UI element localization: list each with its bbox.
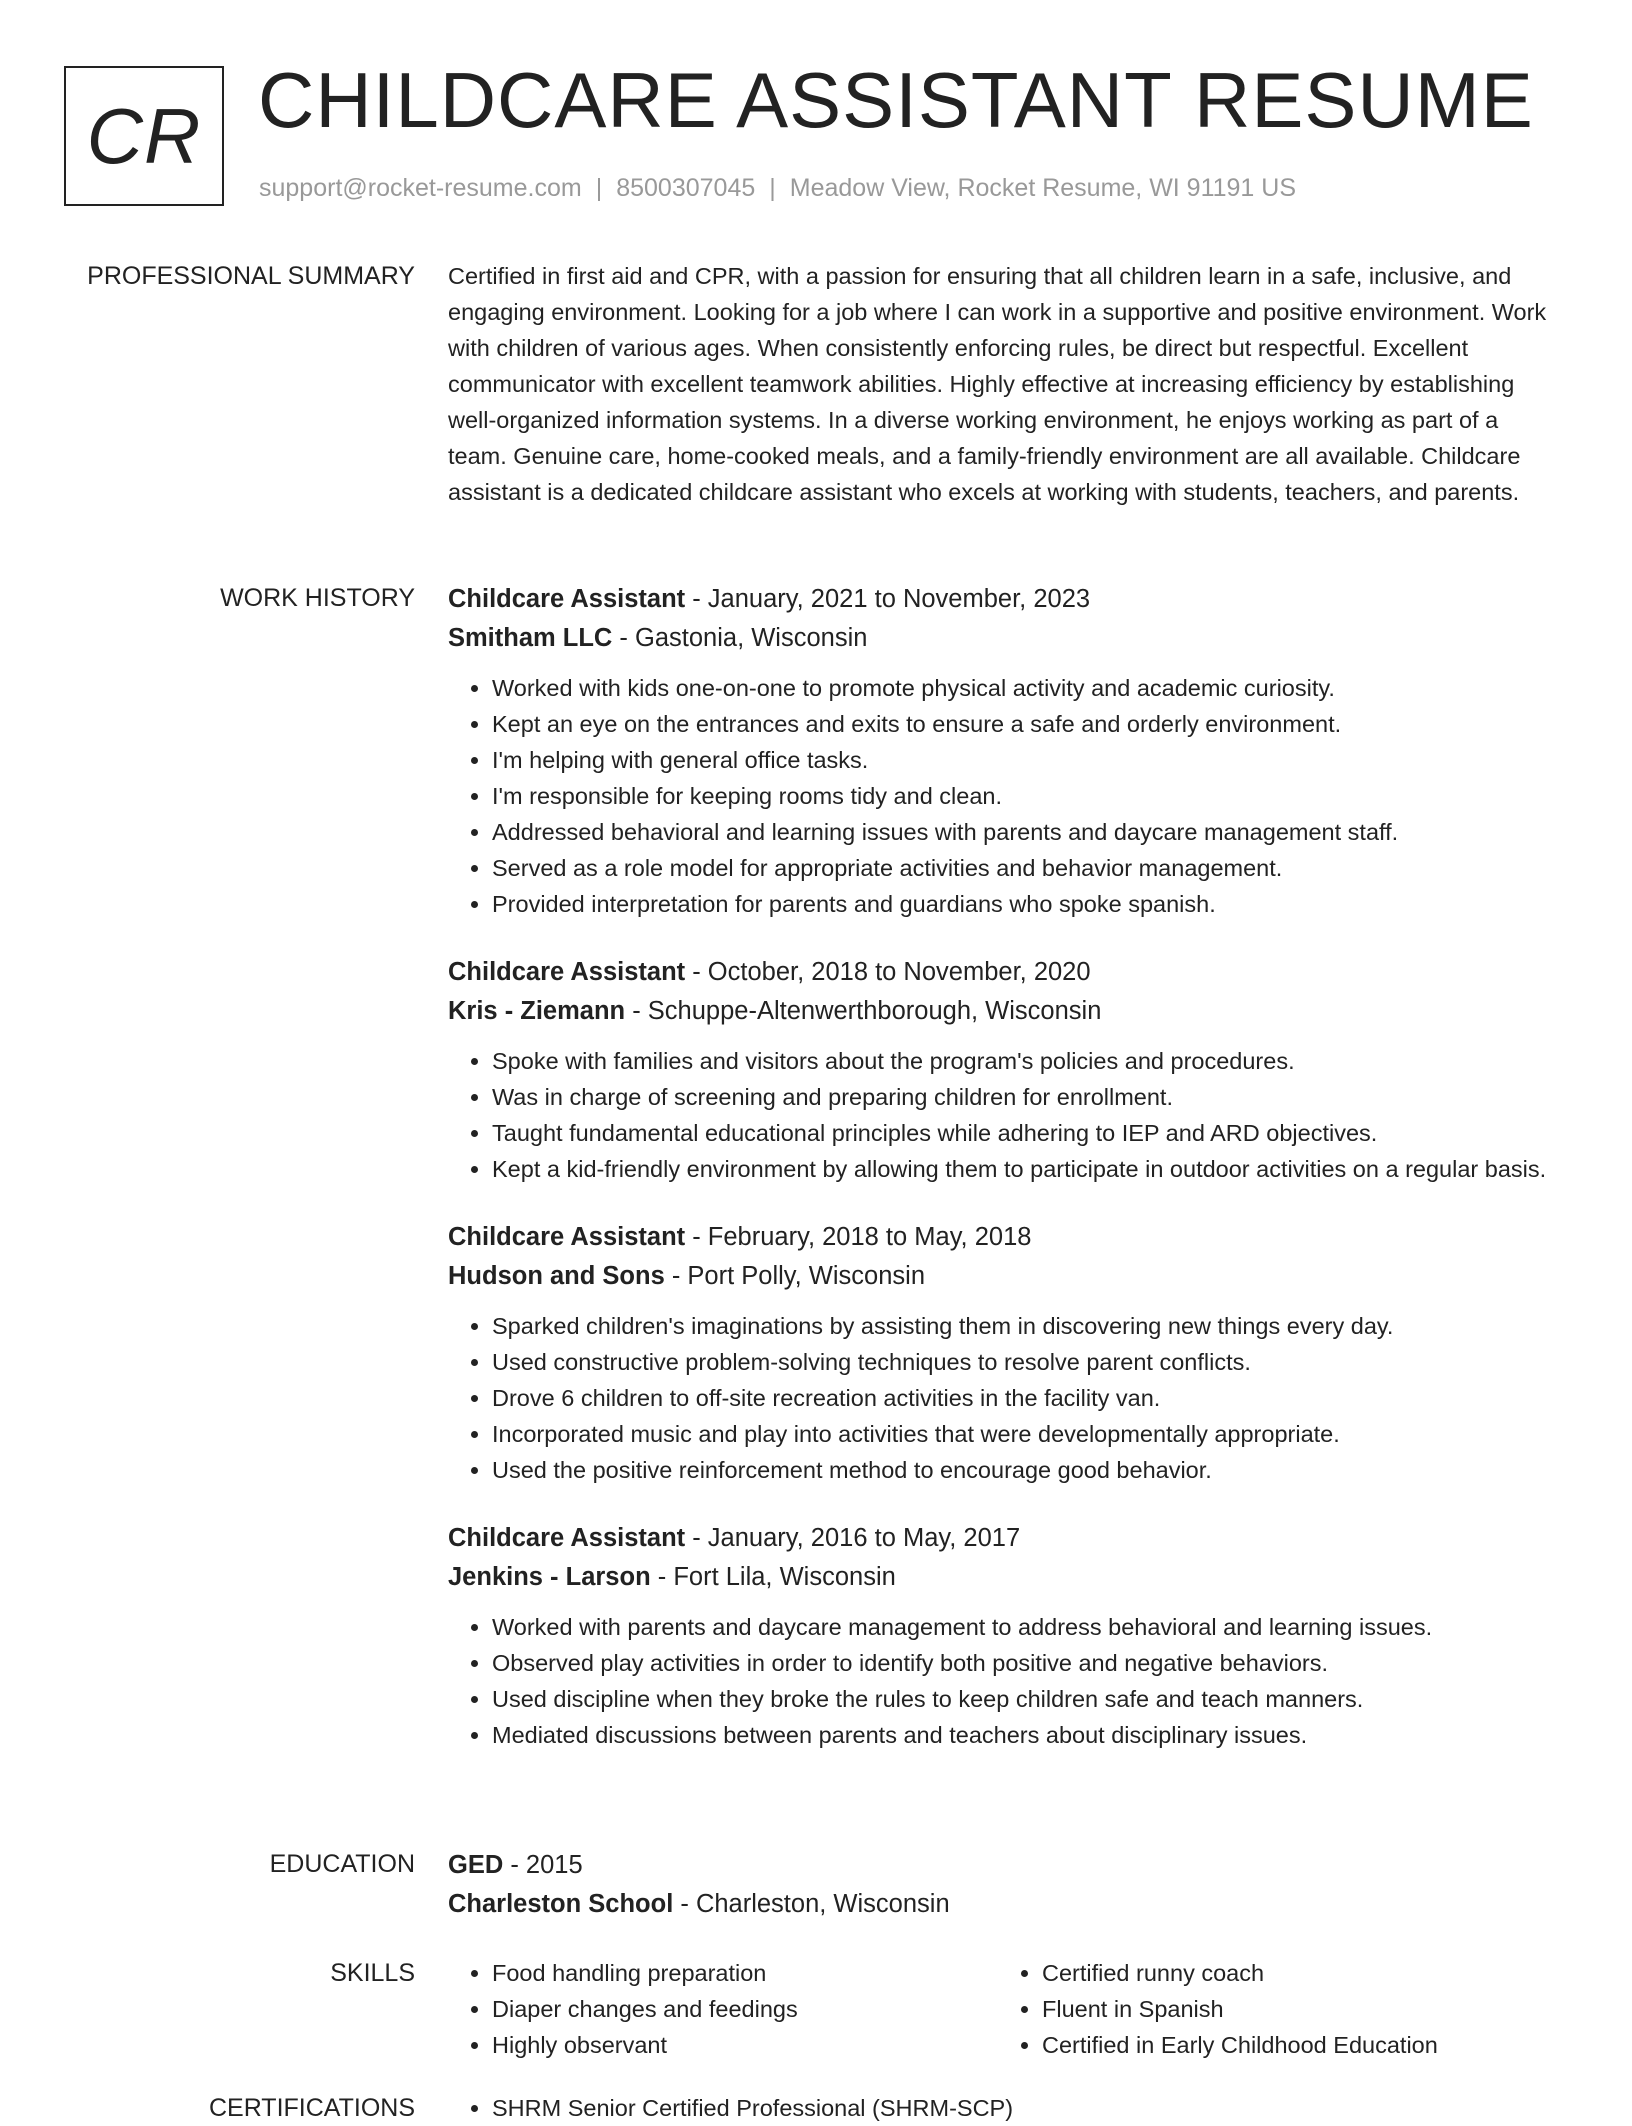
monogram-logo: CR bbox=[64, 66, 224, 206]
education-location: - Charleston, Wisconsin bbox=[673, 1890, 950, 1918]
list-item: • Spoke with families and visitors about the program's policies and procedures. bbox=[492, 1043, 1550, 1079]
job-location: - Gastonia, Wisconsin bbox=[612, 624, 868, 652]
list-item: • Used the positive reinforcement method to encourage good behavior. bbox=[492, 1452, 1550, 1488]
list-item: • Incorporated music and play into activities that were developmentally appropriate. bbox=[492, 1416, 1550, 1452]
job-entry bbox=[448, 580, 1550, 922]
list-item: • Fluent in Spanish bbox=[1042, 1991, 1548, 2027]
list-item: • Provided interpretation for parents and guardians who spoke spanish. bbox=[492, 886, 1550, 922]
job-entry bbox=[448, 1519, 1550, 1753]
contact-separator: | bbox=[769, 174, 776, 202]
list-item: • Worked with kids one-on-one to promote physical activity and academic curiosity. bbox=[492, 670, 1550, 706]
list-item: • Taught fundamental educational principles while adhering to IEP and ARD objectives. bbox=[492, 1115, 1550, 1151]
contact-phone: 8500307045 bbox=[616, 174, 756, 202]
list-item: • Was in charge of screening and preparing children for enrollment. bbox=[492, 1079, 1550, 1115]
list-item: • Used constructive problem-solving techniques to resolve parent conflicts. bbox=[492, 1344, 1550, 1380]
job-dates: - October, 2018 to November, 2020 bbox=[685, 958, 1091, 986]
resume-title: CHILDCARE ASSISTANT RESUME bbox=[258, 56, 1534, 144]
list-item: • Kept an eye on the entrances and exits to ensure a safe and orderly environment. bbox=[492, 706, 1550, 742]
list-item: • Diaper changes and feedings bbox=[492, 1991, 998, 2027]
list-item: • Mediated discussions between parents and teachers about disciplinary issues. bbox=[492, 1717, 1550, 1753]
job-title: Childcare Assistant bbox=[448, 958, 686, 986]
list-item: • Food handling preparation bbox=[492, 1955, 998, 1991]
contact-address: Meadow View, Rocket Resume, WI 91191 US bbox=[789, 174, 1297, 202]
list-item: • Drove 6 children to off-site recreation activities in the facility van. bbox=[492, 1380, 1550, 1416]
job-bullets bbox=[448, 1308, 1550, 1488]
contact-email: support@rocket-resume.com bbox=[259, 174, 582, 202]
education-school: Charleston School bbox=[448, 1890, 674, 1918]
job-title: Childcare Assistant bbox=[448, 1524, 686, 1552]
job-company: Smitham LLC bbox=[448, 624, 613, 652]
skills-list-right bbox=[998, 1955, 1548, 2063]
section-heading: SKILLS bbox=[330, 1959, 415, 1987]
job-bullets bbox=[448, 1609, 1550, 1753]
list-item: • Sparked children's imaginations by assisting them in discovering new things every day. bbox=[492, 1308, 1550, 1344]
section-heading: CERTIFICATIONS bbox=[208, 2094, 415, 2122]
job-dates: - February, 2018 to May, 2018 bbox=[685, 1223, 1032, 1251]
list-item: • Addressed behavioral and learning issues with parents and daycare management staff. bbox=[492, 814, 1550, 850]
job-dates: - January, 2021 to November, 2023 bbox=[685, 585, 1091, 613]
skills-list-left bbox=[448, 1955, 998, 2063]
job-bullets bbox=[448, 670, 1550, 922]
section-heading: PROFESSIONAL SUMMARY bbox=[87, 262, 415, 290]
section-heading: WORK HISTORY bbox=[220, 584, 415, 612]
list-item: • SHRM Senior Certified Professional (SHRM-SCP) bbox=[492, 2090, 1550, 2126]
job-title: Childcare Assistant bbox=[448, 1223, 686, 1251]
job-entry bbox=[448, 1218, 1550, 1488]
list-item: • Certified runny coach bbox=[1042, 1955, 1548, 1991]
list-item: • Kept a kid-friendly environment by allowing them to participate in outdoor activities on a regular basis. bbox=[492, 1151, 1550, 1187]
contact-separator: | bbox=[595, 174, 603, 202]
list-item: • Highly observant bbox=[492, 2027, 998, 2063]
certifications-list bbox=[448, 2090, 1550, 2126]
job-company: Hudson and Sons bbox=[448, 1262, 665, 1290]
job-location: - Fort Lila, Wisconsin bbox=[650, 1563, 896, 1591]
list-item: • Served as a role model for appropriate activities and behavior management. bbox=[492, 850, 1550, 886]
list-item: • Worked with parents and daycare management to address behavioral and learning issues. bbox=[492, 1609, 1550, 1645]
list-item: • I'm helping with general office tasks. bbox=[492, 742, 1550, 778]
job-location: - Schuppe-Altenwerthborough, Wisconsin bbox=[625, 997, 1102, 1025]
job-title: Childcare Assistant bbox=[448, 585, 686, 613]
section-heading: EDUCATION bbox=[269, 1850, 415, 1878]
job-company: Kris - Ziemann bbox=[448, 997, 626, 1025]
job-dates: - January, 2016 to May, 2017 bbox=[685, 1524, 1021, 1552]
list-item: • Observed play activities in order to identify both positive and negative behaviors. bbox=[492, 1645, 1550, 1681]
education-degree: GED bbox=[448, 1851, 504, 1879]
summary-text: Certified in first aid and CPR, with a passion for ensuring that all children learn in a safe, inclusive, and engaging environment. Looking for a job where I can work in a supportive and positive environment. Work with children of various ages. When consistently enforcing rules, be direct but respectful. Excellent communicator with excellent teamwork abilities. Highly effective at increasing efficiency by establishing well-organized information systems. In a diverse working environment, he enjoys working as part of a team. Genuine care, home-cooked meals, and a family-friendly environment are all available. Childcare assistant is a dedicated childcare assistant who excels at working with students, teachers, and parents. bbox=[448, 263, 1547, 505]
job-entry bbox=[448, 953, 1550, 1187]
list-item: • Certified in Early Childhood Education bbox=[1042, 2027, 1548, 2063]
education-year: - 2015 bbox=[503, 1851, 583, 1879]
job-location: - Port Polly, Wisconsin bbox=[664, 1262, 926, 1290]
list-item: • I'm responsible for keeping rooms tidy and clean. bbox=[492, 778, 1550, 814]
list-item: • Used discipline when they broke the rules to keep children safe and teach manners. bbox=[492, 1681, 1550, 1717]
job-bullets bbox=[448, 1043, 1550, 1187]
job-company: Jenkins - Larson bbox=[448, 1563, 651, 1591]
contact-line bbox=[259, 174, 1296, 203]
